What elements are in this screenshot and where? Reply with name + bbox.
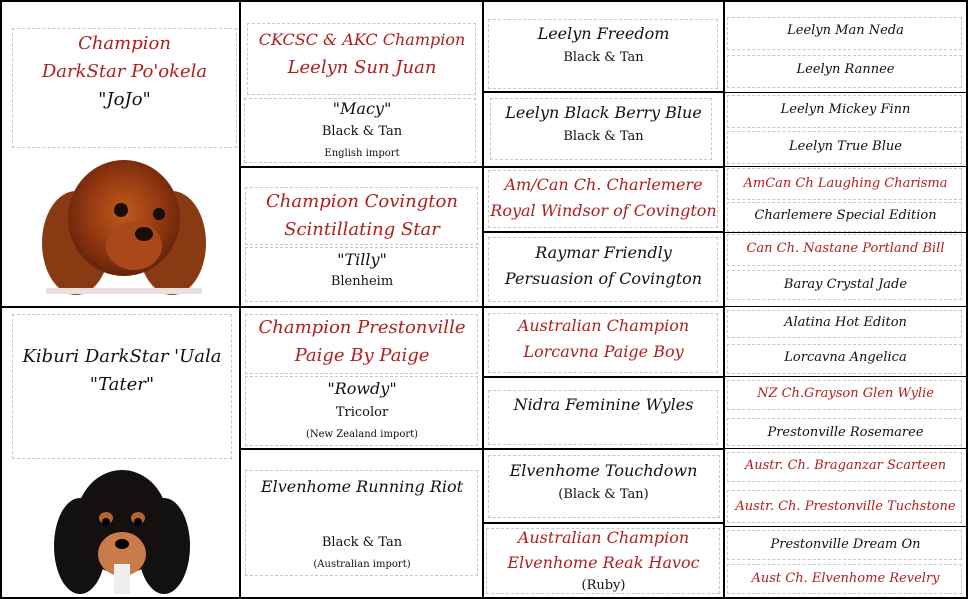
gp-5-line-2: Lorcavna Paige Boy [523, 342, 684, 361]
sire1-color: Black & Tan [321, 124, 403, 139]
gp-7-line-1: Elvenhome Touchdown [509, 461, 698, 480]
sire2-color: Tricolor [335, 405, 389, 420]
ggp-15: Prestonville Dream On [770, 537, 921, 552]
row-divider-c3-6 [483, 522, 724, 524]
border-left [0, 0, 2, 599]
dog2-nickname: "Tater" [89, 374, 155, 395]
ggp-13: Austr. Ch. Braganzar Scarteen [744, 458, 947, 473]
ggp-2: Leelyn Rannee [796, 62, 895, 77]
gp-3-line-1: Am/Can Ch. Charlemere [504, 175, 703, 194]
dam1-line-1: Champion Covington [266, 191, 458, 212]
row-divider-c2-2 [240, 448, 484, 450]
gp-8-line-1: Australian Champion [517, 528, 690, 547]
row-divider-c2-1 [240, 166, 484, 168]
sire1-line-2: Leelyn Sun Juan [287, 57, 437, 78]
row-divider-c3-4 [483, 376, 724, 378]
dog2-photo [54, 464, 190, 596]
dog1-title-1: Champion [78, 33, 171, 54]
sire2-note: (New Zealand import) [305, 429, 419, 440]
ggp-16: Aust Ch. Elvenhome Revelry [751, 571, 940, 586]
ggp-14: Austr. Ch. Prestonville Tuchstone [735, 499, 956, 514]
dog1-title-2: DarkStar Po'okela [41, 61, 208, 82]
sire2-nickname: "Rowdy" [327, 379, 397, 398]
ggp-divider-1 [724, 92, 968, 93]
ggp-divider-5 [724, 376, 968, 377]
col-divider-2 [482, 0, 484, 599]
gp-1-sub: Black & Tan [563, 50, 644, 65]
row-divider-c3-1 [483, 91, 724, 93]
sire2-line-1: Champion Prestonville [258, 317, 466, 338]
dam1-nickname: "Tilly" [337, 250, 387, 269]
ggp-9: Alatina Hot Editon [784, 315, 907, 330]
dam1-line-2: Scintillating Star [284, 219, 440, 240]
col-divider-1 [239, 0, 241, 599]
gp-5-line-1: Australian Champion [517, 316, 690, 335]
ggp-divider-3 [724, 232, 968, 233]
row-divider-c3-2 [483, 166, 724, 168]
gp-7-sub: (Black & Tan) [558, 487, 649, 502]
gp-8-sub: (Ruby) [581, 578, 626, 593]
ggp-8: Baray Crystal Jade [783, 277, 908, 292]
gp-2-sub: Black & Tan [563, 129, 644, 144]
ggp-5: AmCan Ch Laughing Charisma [743, 176, 948, 191]
ggp-divider-4 [724, 306, 968, 307]
ggp-10: Lorcavna Angelica [784, 350, 907, 365]
gp-3-line-2: Royal Windsor of Covington [490, 201, 717, 220]
border-top [0, 0, 968, 2]
ggp-divider-6 [724, 448, 968, 449]
gp-8-line-2: Elvenhome Reak Havoc [507, 553, 700, 572]
dam2-line-1: Elvenhome Running Riot [260, 477, 464, 496]
gp-2-line-1: Leelyn Black Berry Blue [505, 103, 702, 122]
sire2-line-2: Paige By Paige [294, 345, 430, 366]
ggp-6: Charlemere Special Edition [754, 208, 937, 223]
ggp-7: Can Ch. Nastane Portland Bill [746, 241, 945, 256]
sire1-nickname: "Macy" [332, 99, 392, 118]
ggp-4: Leelyn True Blue [789, 139, 902, 154]
gp-4-line-2: Persuasion of Covington [504, 269, 703, 288]
sire1-line-1: CKCSC & AKC Champion [258, 30, 466, 49]
row-divider-c3-5 [483, 448, 724, 450]
row-divider-c3-3 [483, 231, 724, 233]
ggp-12: Prestonville Rosemaree [767, 425, 924, 440]
ggp-3: Leelyn Mickey Finn [780, 102, 911, 117]
dog1-nickname: "JoJo" [98, 89, 151, 110]
ggp-divider-2 [724, 166, 968, 167]
gp-4-line-1: Raymar Friendly [535, 243, 672, 262]
dog1-photo [38, 148, 210, 296]
gp-6-line-1: Nidra Feminine Wyles [513, 395, 694, 414]
ggp-1: Leelyn Man Neda [787, 23, 904, 38]
ggp-divider-7 [724, 526, 968, 527]
dog2-title: Kiburi DarkStar 'Uala [22, 346, 222, 367]
dam2-color: Black & Tan [321, 535, 403, 550]
sire1-note: English import [324, 148, 400, 159]
dam2-note: (Australian import) [313, 559, 411, 570]
row-divider-main [0, 306, 724, 308]
ggp-11: NZ Ch.Grayson Glen Wylie [757, 386, 934, 401]
gp-1-line-1: Leelyn Freedom [537, 24, 670, 43]
dam1-color: Blenheim [330, 274, 394, 289]
